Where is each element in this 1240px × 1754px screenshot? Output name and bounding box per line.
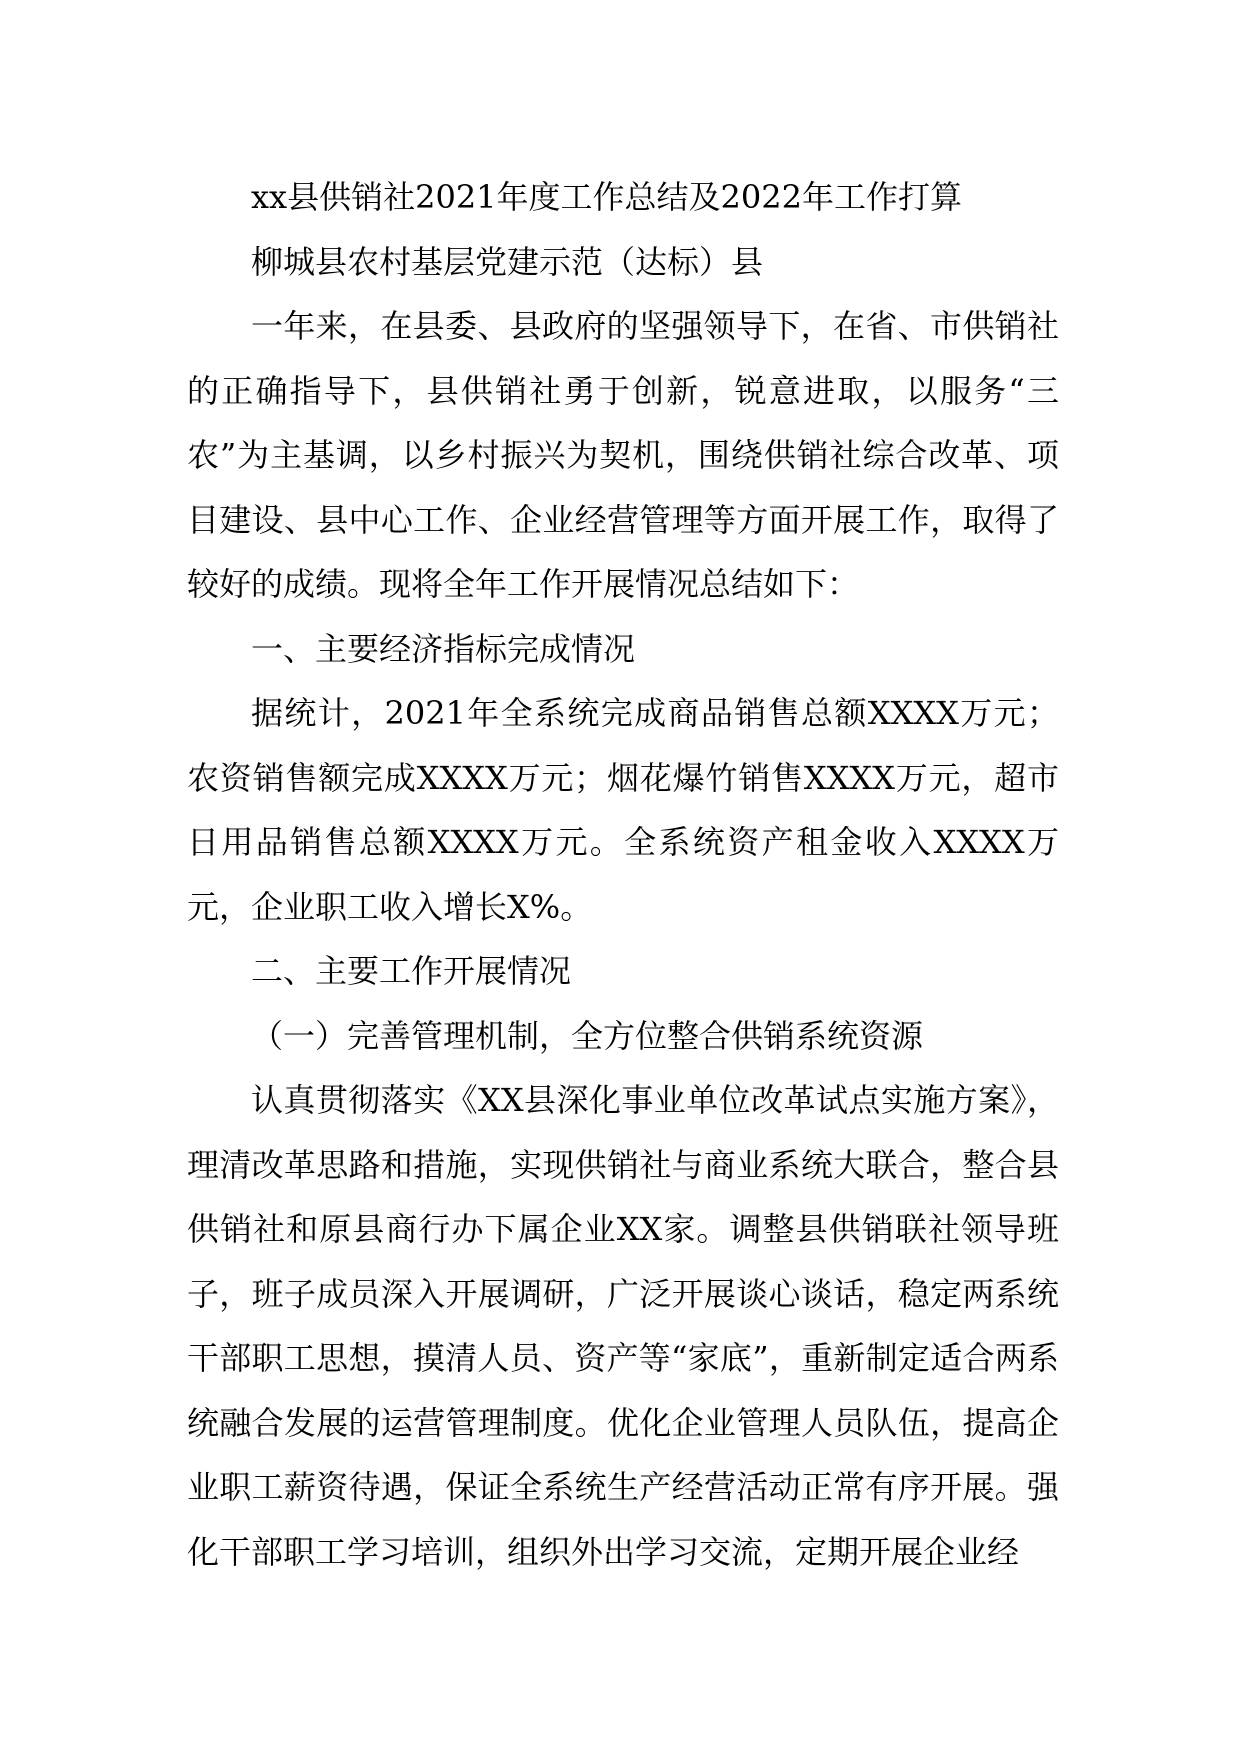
document-title: xx县供销社2021年度工作总结及2022年工作打算 <box>251 178 962 216</box>
intro-paragraph: 一年来，在县委、县政府的坚强领导下，在省、市供销社的正确指导下，县供销社勇于创新，锐意进取，以服务“三农”为主基调，以乡村振兴为契机，围绕供销社综合改革、项目建设、县中心工作、企业经营管理等方面开展工作，取得了较好的成绩。现将全年工作开展情况总结如下： <box>187 307 1059 603</box>
document-body <box>187 165 1059 1584</box>
section-heading-2: 二、主要工作开展情况 <box>251 952 572 990</box>
document-subtitle: 柳城县农村基层党建示范（达标）县 <box>251 242 764 281</box>
section-heading-1: 一、主要经济指标完成情况 <box>251 629 636 668</box>
section-1-paragraph: 据统计，2021年全系统完成商品销售总额XXXX万元；农资销售额完成XXXX万元；烟花爆竹销售XXXX万元，超市日用品销售总额XXXX万元。全系统资产租金收入XXXX万元，企业职工收入增长X%。 <box>187 694 1059 926</box>
subsection-1-paragraph: 认真贯彻落实《XX县深化事业单位改革试点实施方案》，理清改革思路和措施，实现供销社与商业系统大联合，整合县供销社和原县商行办下属企业XX家。调整县供销联社领导班子，班子成员深入开展调研，广泛开展谈心谈话，稳定两系统干部职工思想，摸清人员、资产等“家底”，重新制定适合两系统融合发展的运营管理制度。优化企业管理人员队伍，提高企业职工薪资待遇，保证全系统生产经营活动正常有序开展。强化干部职工学习培训，组织外出学习交流，定期开展企业经 <box>187 1081 1059 1571</box>
subsection-heading-1: （一）完善管理机制，全方位整合供销系统资源 <box>251 1016 924 1055</box>
